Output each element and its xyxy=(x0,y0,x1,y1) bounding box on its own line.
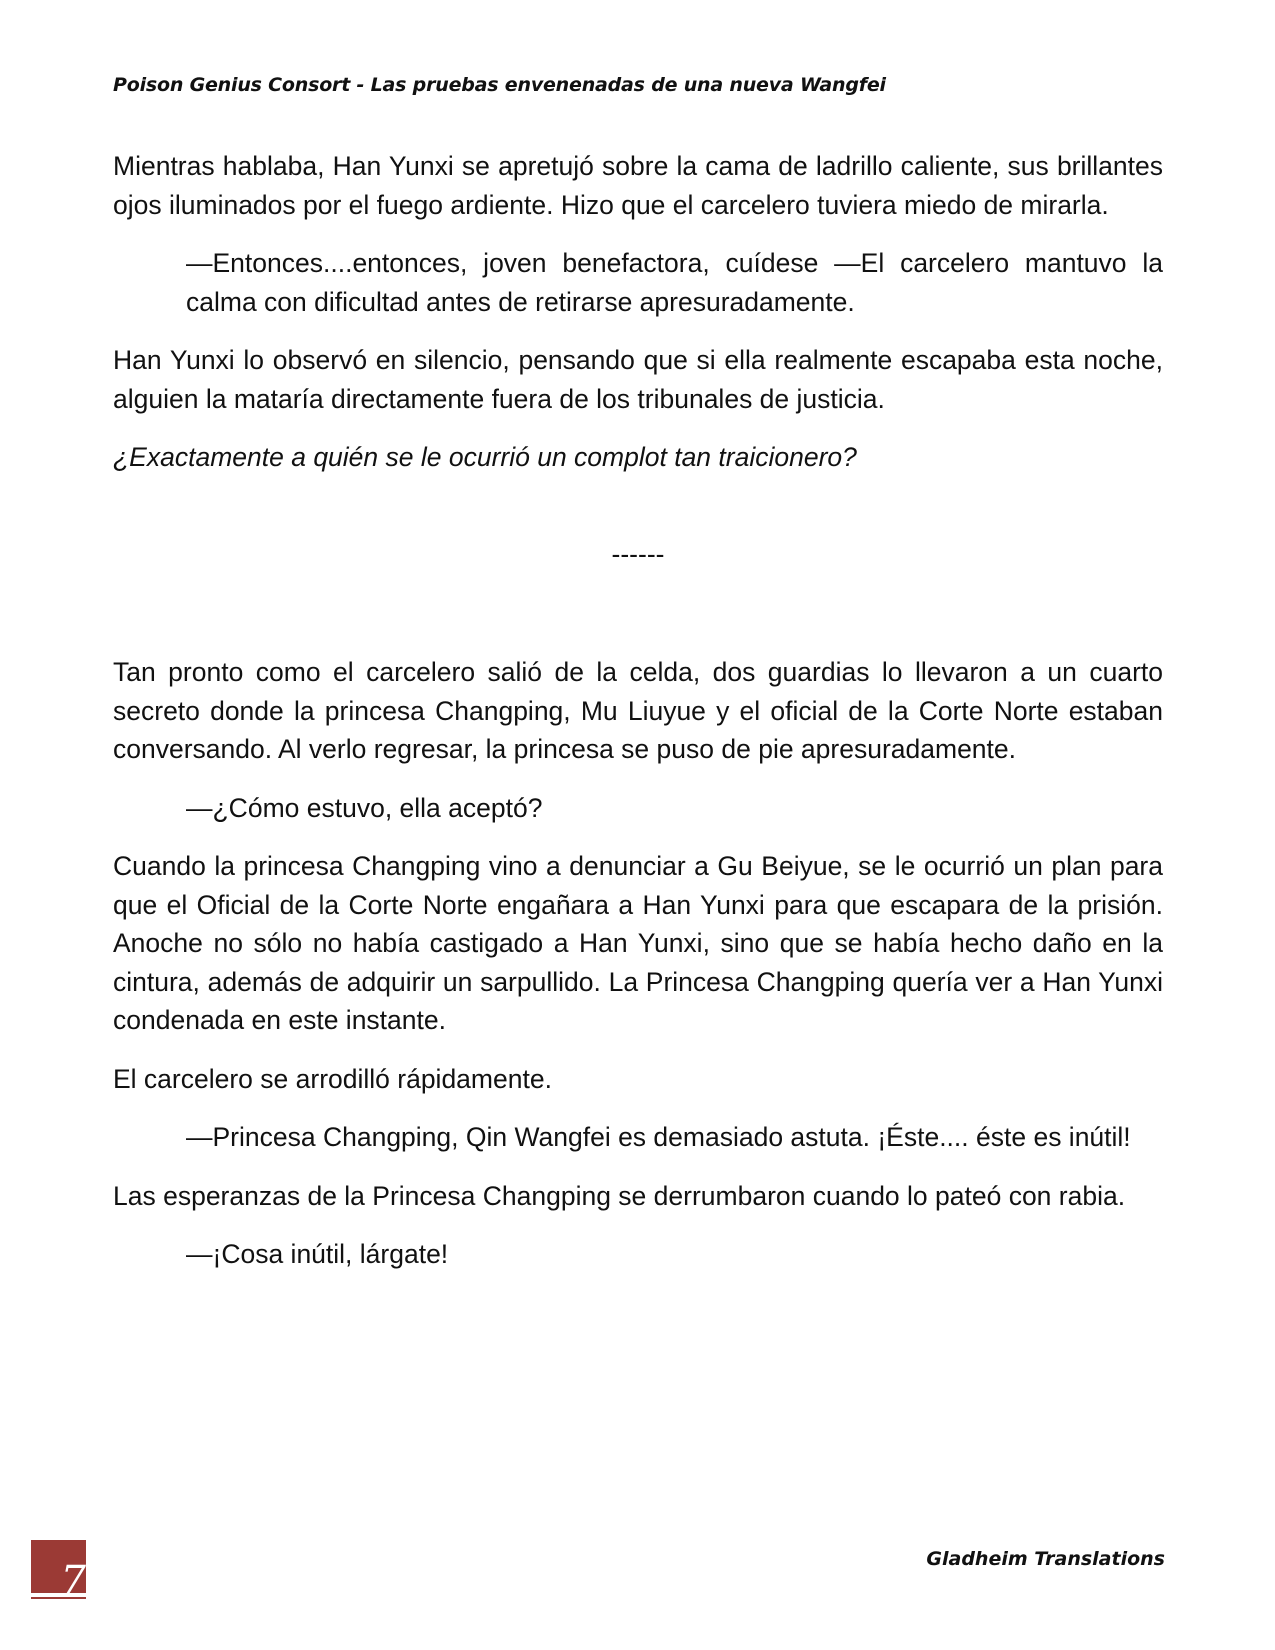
footer-rule xyxy=(31,1597,86,1599)
dialogue-paragraph: —Princesa Changping, Qin Wangfei es demasiado astuta. ¡Éste.... éste es inútil! xyxy=(186,1122,1131,1152)
paragraph: Tan pronto como el carcelero salió de la celda, dos guardias lo llevaron a un cuarto secreto donde la princesa Changping, Mu Liuyue y el oficial de la Corte Norte estaban conversando. Al verlo regresar, la princesa se puso de pie apresuradamente. xyxy=(113,657,1163,764)
scene-separator: ------ xyxy=(611,538,665,569)
paragraph: El carcelero se arrodilló rápidamente. xyxy=(113,1063,552,1094)
paragraph: Han Yunxi lo observó en silencio, pensando que si ella realmente escapaba esta noche, alguien la mataría directamente fuera de los tribunales de justicia. xyxy=(113,345,1163,414)
dialogue-paragraph: —¡Cosa inútil, lárgate! xyxy=(186,1239,449,1269)
dialogue-paragraph: —¿Cómo estuvo, ella aceptó? xyxy=(186,792,543,823)
section-gap xyxy=(113,573,1163,653)
paragraph: Mientras hablaba, Han Yunxi se apretujó sobre la cama de ladrillo caliente, sus brillantes ojos iluminados por el fuego ardiente. Hizo que el carcelero tuviera miedo de mirarla. xyxy=(113,151,1163,220)
italic-thought-paragraph: ¿Exactamente a quién se le ocurrió un complot tan traicionero? xyxy=(113,442,857,472)
paragraph: Cuando la princesa Changping vino a denunciar a Gu Beiyue, se le ocurrió un plan para que el Oficial de la Corte Norte engañara a Han Yunxi para que escapara de la prisión. Anoche no sólo no había castigado a Han Yunxi, sino que se había hecho daño en la cintura, además de adquirir un sarpullido. La Princesa Changping quería ver a Han Yunxi condenada en este instante. xyxy=(113,851,1163,1035)
dialogue-paragraph: —Entonces....entonces, joven benefactora, cuídese —El carcelero mantuvo la calma con dificultad antes de retirarse apresuradamente. xyxy=(186,248,1163,317)
paragraph: Las esperanzas de la Princesa Changping se derrumbaron cuando lo pateó con rabia. xyxy=(113,1180,1126,1211)
page-number: 7 xyxy=(60,1558,86,1593)
footer-credit: Gladheim Translations xyxy=(926,1548,1165,1570)
running-header: Poison Genius Consort - Las pruebas envenenadas de una nueva Wangfei xyxy=(113,74,886,96)
document-body xyxy=(113,147,1163,1294)
page-number-badge xyxy=(31,1540,86,1593)
